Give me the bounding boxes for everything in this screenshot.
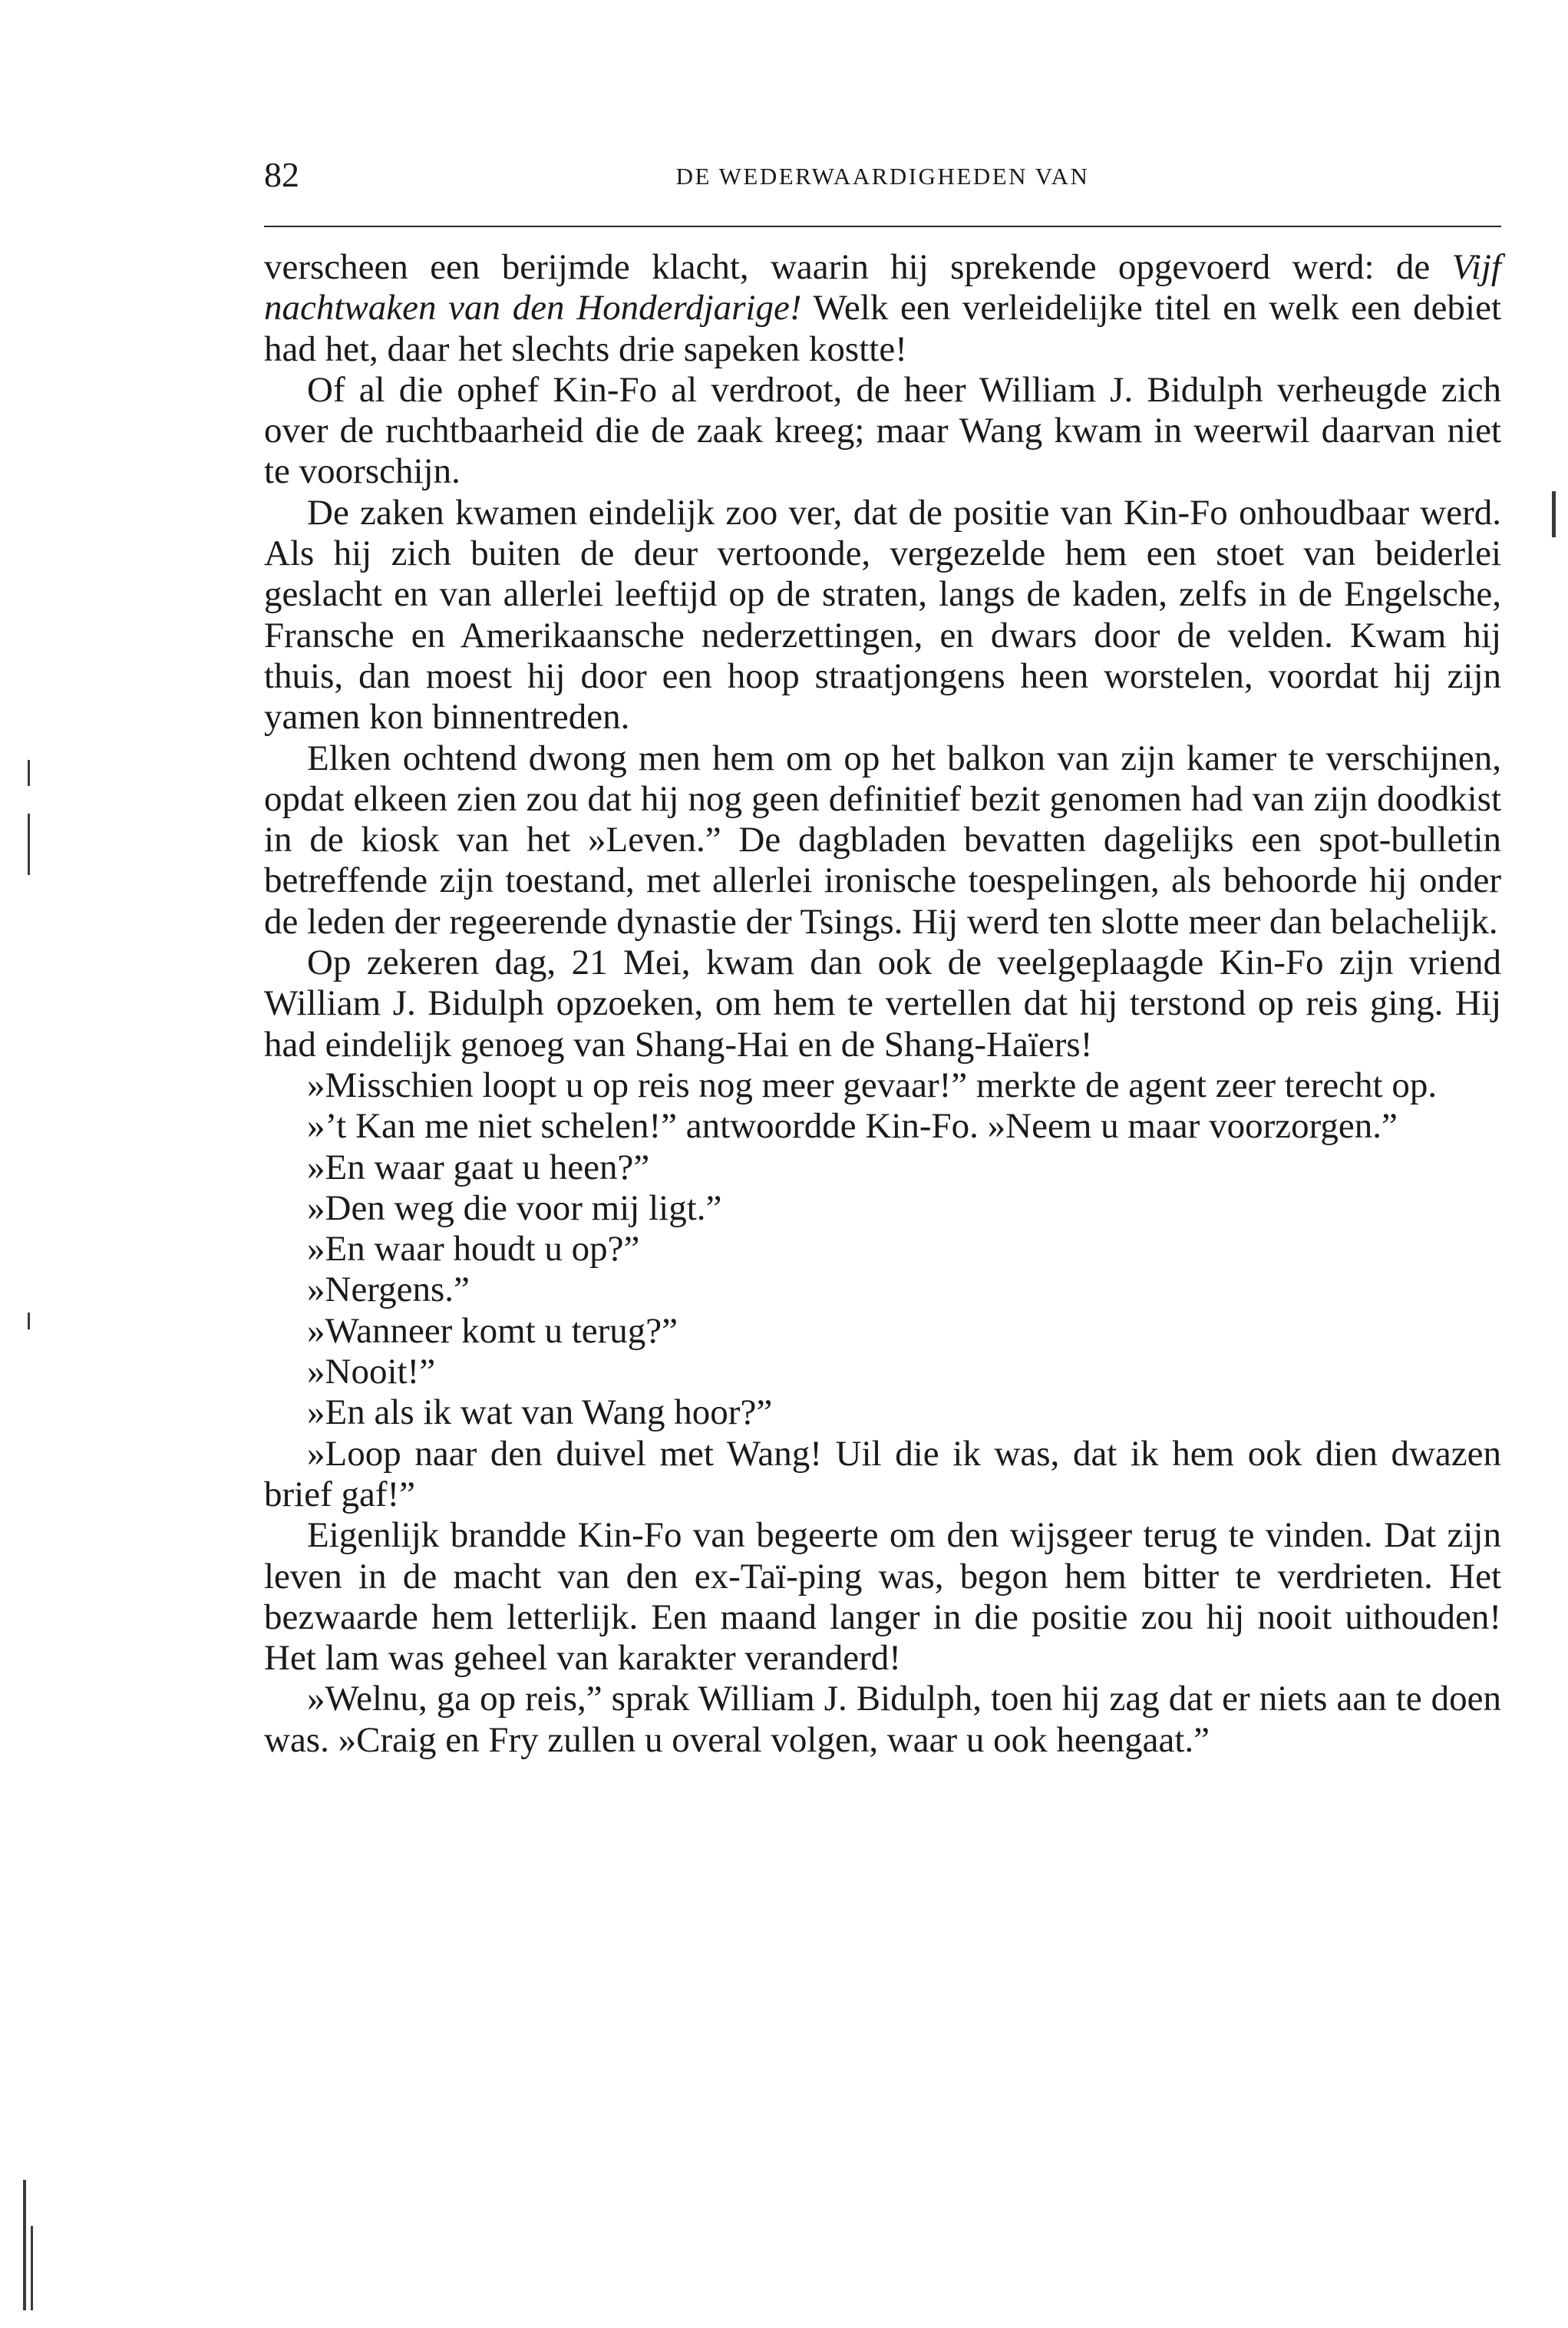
dialogue-line: »En als ik wat van Wang hoor?”	[307, 1392, 773, 1433]
header-rule	[264, 226, 1501, 227]
dialogue-line: »En waar gaat u heen?”	[307, 1147, 650, 1187]
dialogue-line: »En waar houdt u op?”	[307, 1229, 640, 1270]
paragraph-1-text-end: Welk een verleidelijke titel en welk een debiet had het, daar het slechts drie sapeken kostte!	[264, 288, 1502, 369]
dialogue-line: »Nooit!”	[307, 1352, 436, 1392]
dialogue-line: »Nergens.”	[307, 1270, 470, 1310]
scan-artifact	[23, 2180, 26, 2310]
scan-artifact	[31, 2226, 33, 2310]
paragraph: »Welnu, ga op reis,” sprak William J. Bidulph, toen hij zag dat er niets aan te doen was. »Craig en Fry zullen u overal volgen, waar u ook heengaat.”	[264, 1679, 1501, 1760]
running-title: DE WEDERWAARDIGHEDEN VAN	[675, 163, 1090, 190]
paragraph: Of al die ophef Kin-Fo al verdroot, de heer William J. Bidulph verheugde zich over de ruchtbaarheid die de zaak kreeg; maar Wang kwam in weerwil daarvan niet te voorschijn.	[264, 369, 1501, 492]
text-body	[264, 247, 1501, 1761]
scan-artifact	[28, 760, 30, 786]
paragraph: Op zekeren dag, 21 Mei, kwam dan ook de veelgeplaagde Kin-Fo zijn vriend William J. Bidulph opzoeken, om hem te vertellen dat hij terstond op reis ging. Hij had eindelijk genoeg van Shang-Hai en de Shang-Haïers!	[264, 943, 1501, 1065]
dialogue-line: »Misschien loopt u op reis nog meer gevaar!” merkte de agent zeer terecht op.	[307, 1065, 1438, 1105]
scan-artifact	[28, 814, 30, 875]
scan-artifact	[28, 1313, 30, 1329]
dialogue-line: »Den weg die voor mij ligt.”	[307, 1187, 722, 1228]
paragraph-1-text: verscheen een berijmde klacht, waarin hij sprekende opgevoerd werd: de	[264, 247, 1452, 287]
dialogue-line: »’t Kan me niet schelen!” antwoordde Kin-Fo. »Neem u maar voorzorgen.”	[307, 1106, 1398, 1147]
paragraph-1	[264, 247, 1501, 370]
dialogue-line: »Wanneer komt u terug?”	[307, 1310, 678, 1351]
scan-artifact	[1552, 491, 1556, 537]
paragraph: Eigenlijk brandde Kin-Fo van begeerte om den wijsgeer terug te vinden. Dat zijn leven in de macht van den ex-Taï-ping was, begon hem bitter te verdrieten. Het bezwaarde hem letterlijk. Een maand langer in die positie zou hij nooit uithouden! Het lam was geheel van karakter veranderd!	[264, 1515, 1501, 1679]
paragraph: De zaken kwamen eindelijk zoo ver, dat de positie van Kin-Fo onhoudbaar werd. Als hij zich buiten de deur vertoonde, vergezelde hem een stoet van beiderlei geslacht en van allerlei leeftijd op de straten, langs de kaden, zelfs in de Engelsche, Fransche en Amerikaansche nederzettingen, en dwars door de velden. Kwam hij thuis, dan moest hij door een hoop straatjongens heen worstelen, voordat hij zijn yamen kon binnentreden.	[264, 492, 1501, 738]
dialogue-line: »Loop naar den duivel met Wang! Uil die ik was, dat ik hem ook dien dwazen brief gaf!”	[264, 1433, 1501, 1514]
page-number: 82	[264, 155, 299, 194]
italic-title: Vijf nachtwaken van den Honderdjarige!	[264, 247, 1501, 329]
paragraph: Elken ochtend dwong men hem om op het balkon van zijn kamer te verschijnen, opdat elkeen zien zou dat hij nog geen definitief bezit genomen had van zijn doodkist in de kiosk van het »Leven.” De dagbladen bevatten dagelijks een spot-bulletin betreffende zijn toestand, met allerlei ironische toespelingen, als behoorde hij onder de leden der regeerende dynastie der Tsings. Hij werd ten slotte meer dan belachelijk.	[264, 738, 1501, 942]
page-header	[264, 154, 1501, 196]
